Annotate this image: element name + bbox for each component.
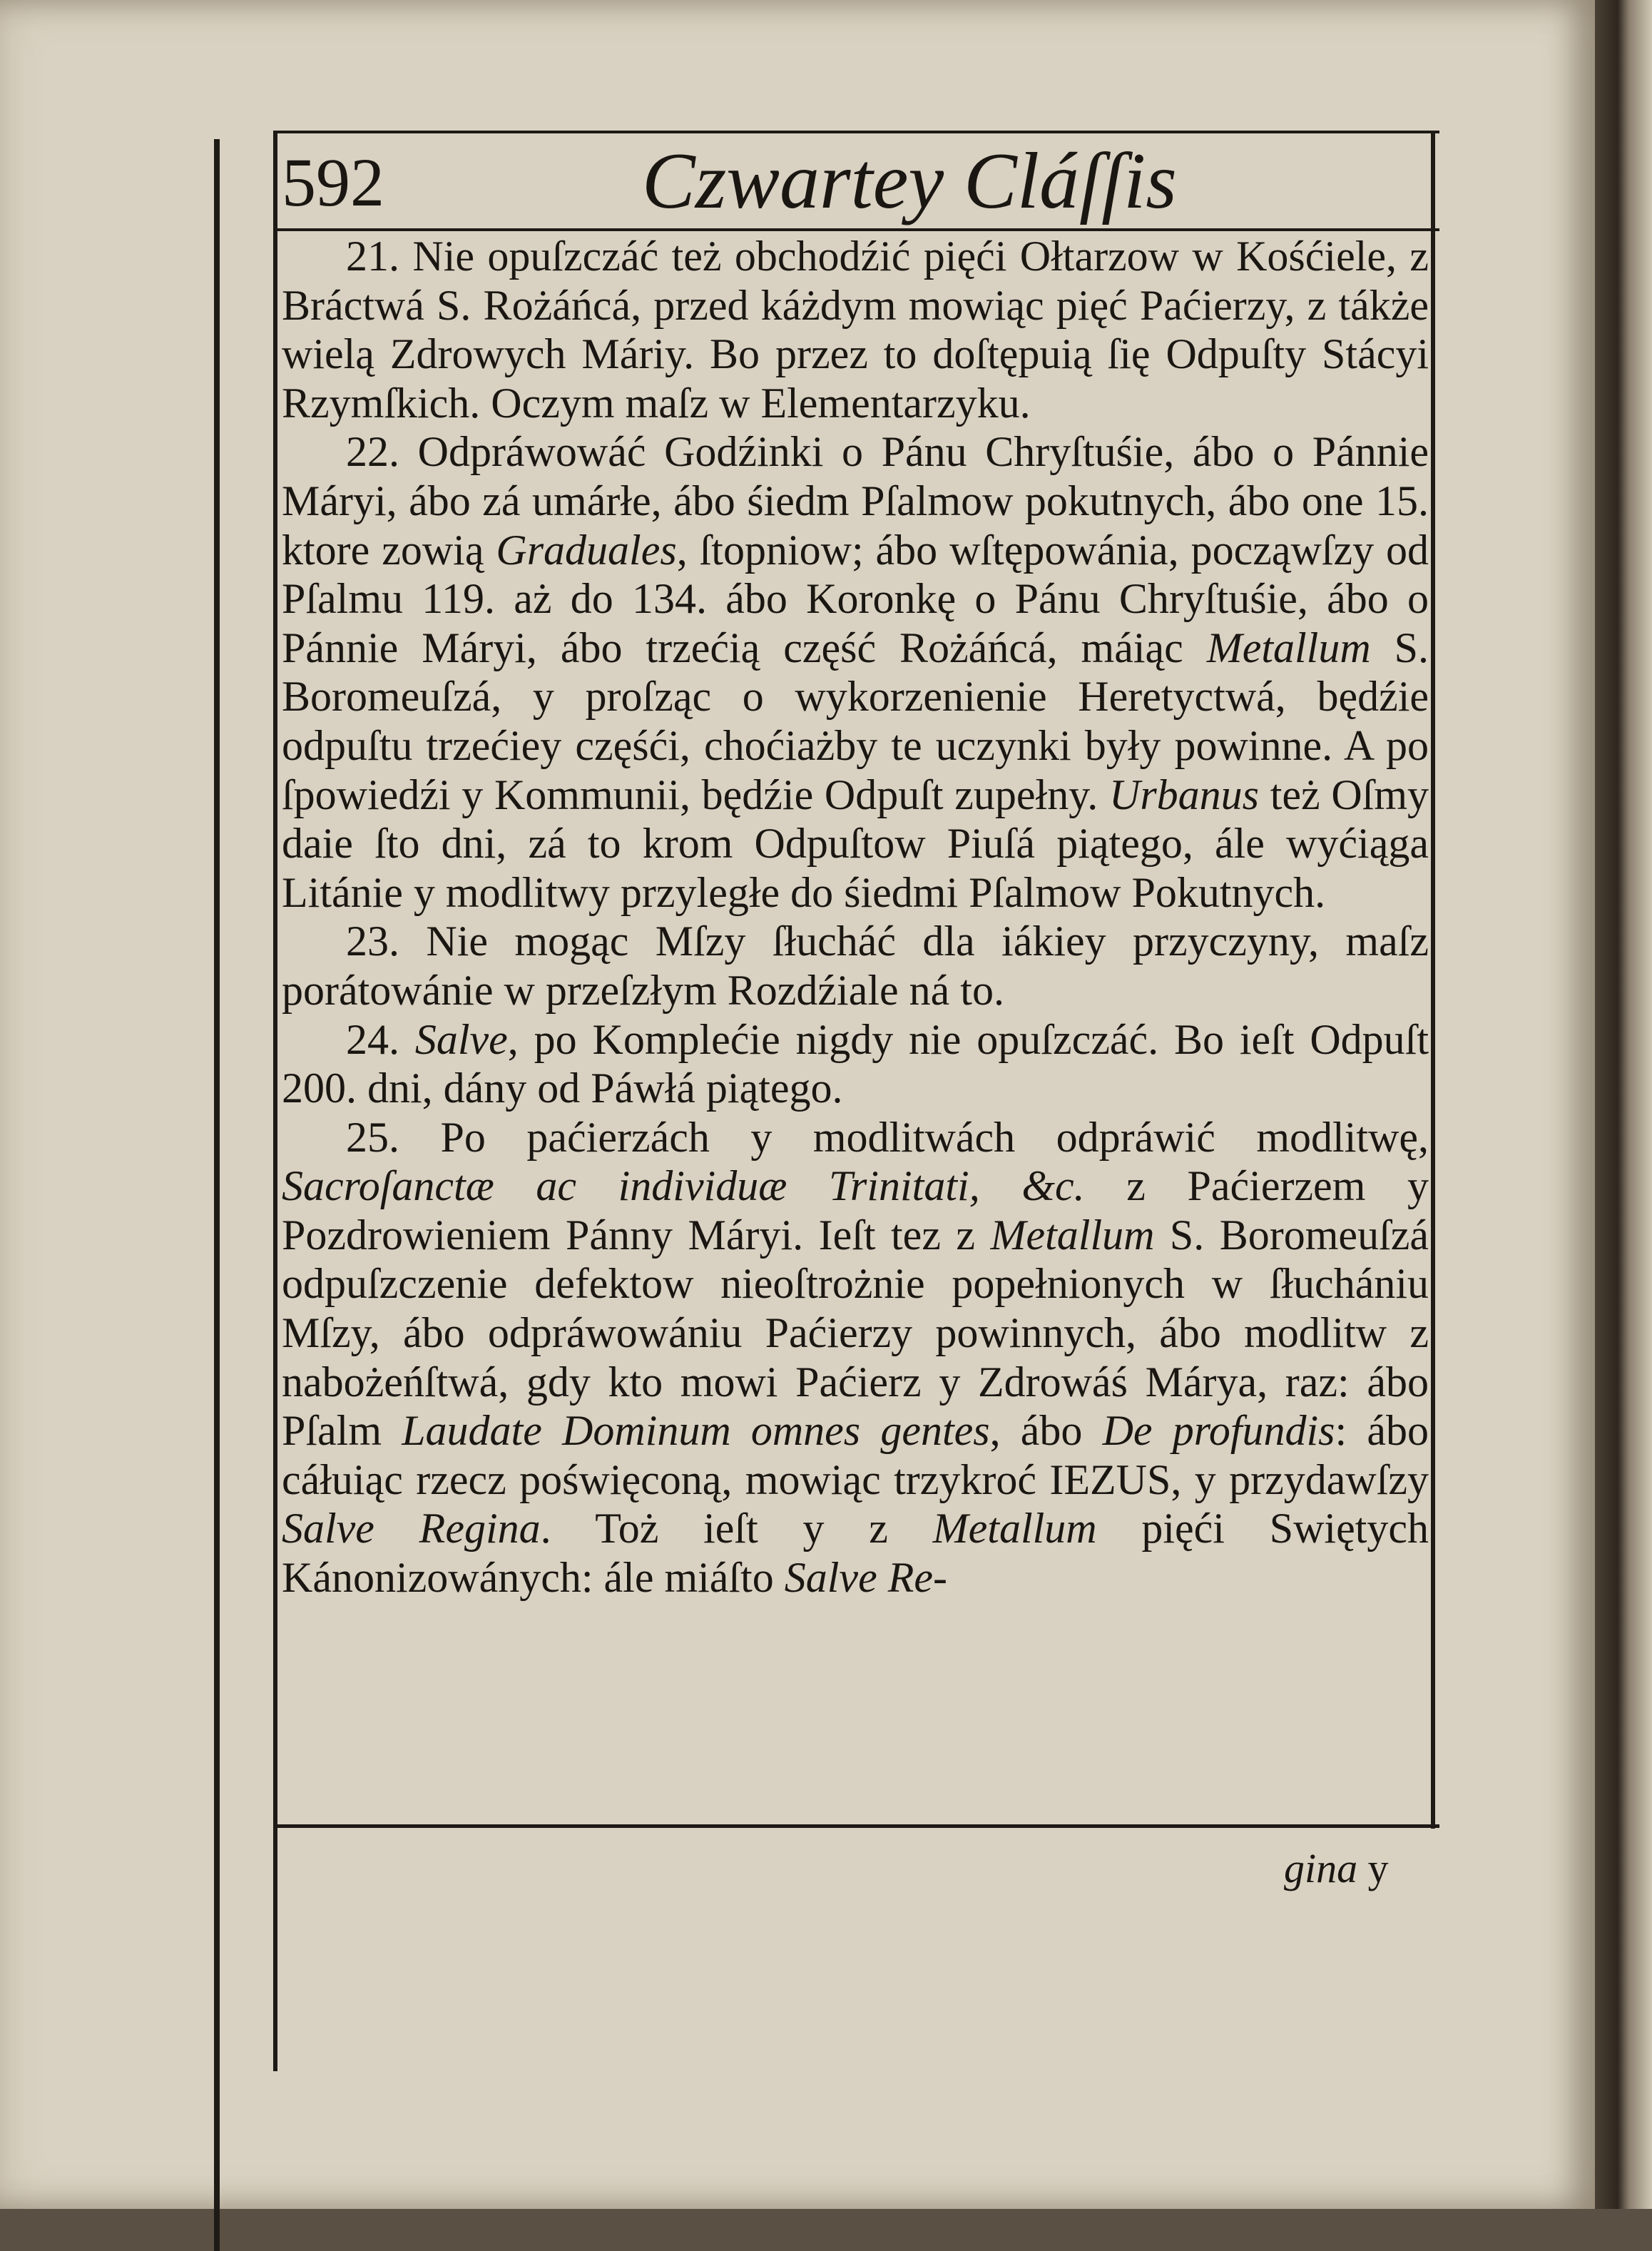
paragraph-text: : ábo cáłuiąc rzecz poświęconą, mowiąc trzykroć IEZUS, y przydawſzy [282,1407,1429,1503]
italic-phrase: Metallum [1206,624,1371,671]
italic-phrase: De profundis [1102,1407,1335,1455]
catchword [1284,1844,1389,1892]
paragraph-number: 24. [346,1015,399,1063]
paragraph-text: S. Boromeuſzá odpuſzczenie defektow nieoſtrożnie popełnionych w ſłuchániu Mſzy, ábo odpráwowániu Paćierzy powinnych, ábo modlitw z nabożeńſtwá, gdy kto mowi Paćierz y Zdrowáś Márya, raz: ábo Pſalm [282,1211,1429,1455]
catchword-plain: y [1357,1845,1389,1891]
paragraph-text: pięći Swiętych Kánonizowánych: ále miáſto [282,1505,1429,1602]
paragraph [282,232,1429,427]
catchword-italic: gina [1284,1845,1358,1891]
header-rule [273,228,1439,231]
paragraph-text: Nie mogąc Mſzy ſłucháć dla iákiey przyczyny, maſz porátowánie w przeſzłym Rozdźiale ná to. [282,918,1429,1014]
paragraph-text: S. Boromeuſzá, y proſząc o wykorzenienie Heretyctwá, będźie odpuſtu trzećiey częśći, choćiażby te uczynki były powinne. A po ſpowiedźi y Kommunii, będźie Odpuſt zupełny. [282,624,1429,818]
frame-top-rule [273,131,1439,133]
paragraph-text: Odpráwowáć Godźinki o Pánu Chryſtuśie, ábo o Pánnie Máryi, ábo zá umárłe, ábo śiedm Pſalmow pokutnych, ábo one 15. ktore zowią [282,428,1429,574]
italic-phrase: Salve [414,1015,508,1063]
paragraph-text: , ſtopniow; ábo wſtępowánia, począwſzy od Pſalmu 119. aż do 134. ábo Koronkę o Pánu Chryſtuśie, ábo o Pánnie Máryi, ábo trzećią część Rożáńcá, máiąc [282,526,1429,671]
frame-outer-left-rule [214,139,220,2251]
italic-phrase: Salve Re- [784,1554,947,1602]
paragraph-text: , ábo [989,1407,1103,1455]
frame-bottom-rule [273,1824,1439,1828]
italic-phrase: Metallum [932,1505,1097,1553]
paragraph [282,1015,1429,1113]
italic-phrase: Graduales [496,526,677,574]
italic-phrase: Sacroſanctæ ac individuæ Trinitati, &c. [282,1162,1085,1210]
paragraph-text: , po Komplećie nigdy nie opuſzczáć. Bo ieſt Odpuſt 200. dni, dány od Páwłá piątego. [282,1015,1429,1112]
frame-left-rule [273,131,277,2071]
italic-phrase: Metallum [990,1211,1155,1259]
paragraph [282,427,1429,917]
frame-right-rule [1431,131,1435,1829]
paragraph-text: . Toż ieſt y z [540,1505,933,1553]
paragraph [282,1113,1429,1602]
paragraph-text: Po paćierzách y modlitwách odpráwić modlitwę, [440,1113,1429,1161]
paragraph-number: 25. [346,1113,399,1161]
paragraph [282,917,1429,1015]
italic-phrase: Salve Regina [282,1505,541,1553]
paragraph-number: 23. [346,918,399,965]
paragraph-text: Nie opuſzczáć też obchodźić pięći Ołtarzow w Kośćiele, z Bráctwá S. Rożáńcá, przed káżdym mowiąc pięć Paćierzy, z tákże wielą Zdrowych Máriy. Bo przez to doſtępuią ſię Odpuſty Stácyi Rzymſkich. Oczym maſz w Elementarzyku. [282,233,1429,427]
italic-phrase: Urbanus [1108,771,1260,818]
paragraph-text: z Paćierzem y Pozdrowieniem Pánny Máryi. Ieſt tez z [282,1162,1429,1259]
book-gutter [1595,0,1652,2209]
running-title: Czwartey Cláſſis [642,137,1177,225]
paragraph-number: 22. [346,428,399,476]
body-text [282,232,1429,1602]
page-number: 592 [282,144,384,220]
italic-phrase: Laudate Dominum omnes gentes [402,1407,990,1455]
paragraph-number: 21. [346,233,399,280]
paragraph-text: też Oſmy daie ſto dni, zá to krom Odpuſtow Piuſá piątego, ále wyćiąga Litánie y modlitwy przyległe do śiedmi Pſalmow Pokutnych. [282,771,1429,916]
